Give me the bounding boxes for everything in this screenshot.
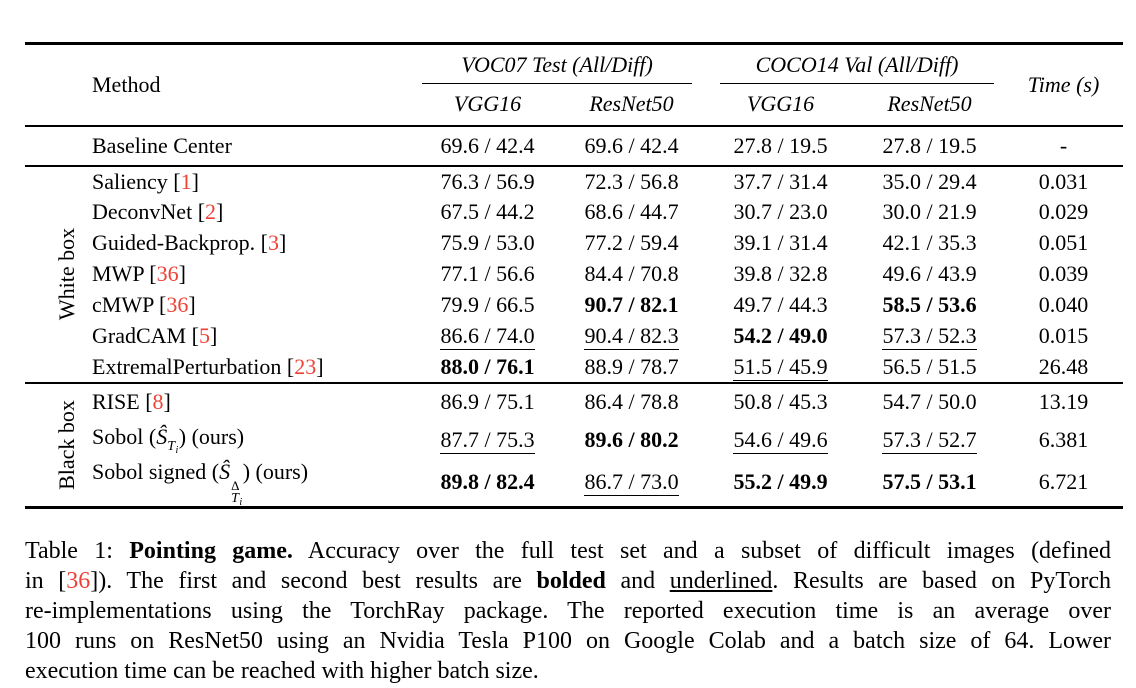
value-text: 27.8 / 19.5 <box>882 132 977 158</box>
value-text: 42.1 / 35.3 <box>882 230 977 255</box>
table-row <box>25 421 1123 459</box>
value-cell <box>557 197 706 228</box>
method-cell <box>89 459 418 508</box>
method-cell <box>89 383 418 421</box>
value-cell <box>855 166 1004 197</box>
caption-text: Pointing game. <box>129 538 293 564</box>
method-label: Sobol $(Ŝ_{T_i})$ (ours) <box>92 424 245 456</box>
caption-text: execution time can be reached with higher batch size. <box>25 658 539 684</box>
time-cell: 6.381 <box>1038 426 1089 452</box>
value-cell <box>418 421 557 459</box>
citation-link[interactable]: 2 <box>205 199 217 224</box>
value-text: 69.6 / 42.4 <box>584 132 679 158</box>
value-text: 87.7 / 75.3 <box>440 426 535 452</box>
time-cell: 6.721 <box>1038 469 1089 494</box>
caption-text: Table 1: <box>25 538 130 564</box>
value-text: 72.3 / 56.8 <box>584 168 679 194</box>
value-text: 57.3 / 52.7 <box>882 426 977 452</box>
value-cell <box>855 321 1004 352</box>
caption-citation-link[interactable]: 36 <box>66 568 91 594</box>
value-text: 57.5 / 53.1 <box>882 469 977 494</box>
method-label: ExtremalPerturbation [23] <box>92 353 324 379</box>
math-S-hat: Ŝ <box>219 458 231 484</box>
value-cell <box>855 459 1004 508</box>
value-text: 55.2 / 49.9 <box>733 469 828 494</box>
value-cell <box>706 352 855 383</box>
value-cell <box>418 352 557 383</box>
value-cell <box>557 166 706 197</box>
value-cell <box>855 259 1004 290</box>
value-cell <box>557 383 706 421</box>
group-label-black-box: Black box <box>54 399 79 490</box>
value-cell <box>557 259 706 290</box>
voc07-group-header <box>418 44 706 84</box>
time-cell: 0.051 <box>1038 230 1089 255</box>
caption-text: . Results are based on PyTorch <box>772 568 1111 594</box>
value-text: 58.5 / 53.6 <box>882 292 977 317</box>
value-cell <box>706 259 855 290</box>
caption-line <box>25 626 1111 656</box>
time-cell: 0.031 <box>1038 168 1089 194</box>
pointing-game-table <box>25 42 1123 509</box>
math-sup-sub <box>231 479 243 506</box>
method-label: Sobol signed (Ŝ Δ $T_i$ ) (ours) <box>92 458 309 508</box>
time-cell: 0.039 <box>1038 261 1089 286</box>
table-header <box>25 44 1123 126</box>
coco14-resnet50-header: ResNet50 <box>887 91 972 116</box>
value-cell <box>557 126 706 166</box>
header-group-row <box>25 44 1123 84</box>
group-cell <box>25 166 89 383</box>
time-cell: 26.48 <box>1038 353 1089 379</box>
citation-link[interactable]: 36 <box>156 261 179 286</box>
math-sub-T: T <box>231 490 240 506</box>
group-spacer <box>25 126 89 166</box>
method-cell <box>89 228 418 259</box>
method-column-header: Method <box>92 71 161 97</box>
value-cell <box>706 459 855 508</box>
table-row <box>25 383 1123 421</box>
black-box-section <box>25 383 1123 508</box>
method-label: RISE [8] <box>92 389 171 414</box>
value-text: 37.7 / 31.4 <box>733 168 828 194</box>
coco14-vgg16-header: VGG16 <box>746 91 815 116</box>
value-cell <box>855 290 1004 321</box>
value-cell <box>418 459 557 508</box>
caption-line <box>25 656 1111 686</box>
value-text: 30.7 / 23.0 <box>733 199 828 224</box>
group-label-white-box: White box <box>54 227 79 321</box>
citation-link[interactable]: 23 <box>294 353 317 379</box>
time-cell: 0.040 <box>1038 292 1089 317</box>
time-cell: 13.19 <box>1038 389 1089 414</box>
results-table <box>25 42 1123 509</box>
table-caption <box>25 536 1111 686</box>
caption-text: and <box>605 568 670 594</box>
value-cell <box>557 421 706 459</box>
method-cell <box>89 126 418 166</box>
caption-text: bolded <box>536 568 606 594</box>
method-label: GradCAM [5] <box>92 323 218 348</box>
value-text: 35.0 / 29.4 <box>882 168 977 194</box>
time-cell: 0.015 <box>1038 323 1089 348</box>
value-text: 54.2 / 49.0 <box>733 323 828 348</box>
value-cell <box>706 383 855 421</box>
value-cell <box>706 166 855 197</box>
value-text: 54.7 / 50.0 <box>882 389 977 414</box>
math-subscript <box>231 492 243 506</box>
table-row <box>25 259 1123 290</box>
value-text: 76.3 / 56.9 <box>440 168 535 194</box>
time-cell: - <box>1059 132 1068 158</box>
value-cell <box>557 352 706 383</box>
method-label: Saliency [1] <box>92 168 199 194</box>
value-text: 77.2 / 59.4 <box>584 230 679 255</box>
table-row <box>25 290 1123 321</box>
method-cell <box>89 259 418 290</box>
value-text: 49.7 / 44.3 <box>733 292 828 317</box>
table-row <box>25 321 1123 352</box>
value-cell <box>855 126 1004 166</box>
value-text: 49.6 / 43.9 <box>882 261 977 286</box>
method-cell <box>89 321 418 352</box>
value-text: 88.0 / 76.1 <box>440 353 535 379</box>
value-text: 89.8 / 82.4 <box>440 469 535 494</box>
caption-text: ]). The first and second best results are <box>90 568 537 594</box>
value-text: 39.1 / 31.4 <box>733 230 828 255</box>
caption-line <box>25 596 1111 626</box>
value-text: 86.4 / 78.8 <box>584 389 679 414</box>
citation-link[interactable]: 8 <box>152 389 164 414</box>
value-cell <box>706 290 855 321</box>
math-S-hat: Ŝ <box>156 424 168 449</box>
math-delta-sup: Δ <box>231 477 240 493</box>
value-cell <box>418 321 557 352</box>
math-sub-i: i <box>239 496 243 508</box>
white-box-section <box>25 166 1123 383</box>
value-text: 54.6 / 49.6 <box>733 426 828 452</box>
time-column-header: Time (s) <box>1027 71 1100 97</box>
value-text: 27.8 / 19.5 <box>733 132 828 158</box>
table-row <box>25 166 1123 197</box>
method-cell <box>89 421 418 459</box>
method-cell <box>89 166 418 197</box>
caption-text: in [ <box>25 568 67 594</box>
value-text: 69.6 / 42.4 <box>440 132 535 158</box>
value-text: 67.5 / 44.2 <box>440 199 535 224</box>
value-cell <box>706 421 855 459</box>
value-text: 90.7 / 82.1 <box>584 292 679 317</box>
method-cell <box>89 290 418 321</box>
caption-text: re-implementations using the TorchRay package. The reported execution time is an average over <box>25 598 1111 624</box>
table-row <box>25 459 1123 508</box>
citation-link[interactable]: 5 <box>198 323 210 348</box>
value-cell <box>557 290 706 321</box>
value-text: 39.8 / 32.8 <box>733 261 828 286</box>
value-cell <box>557 228 706 259</box>
group-cell <box>25 383 89 508</box>
method-cell <box>89 197 418 228</box>
table-row <box>25 228 1123 259</box>
value-text: 79.9 / 66.5 <box>440 292 535 317</box>
value-text: 56.5 / 51.5 <box>882 353 977 379</box>
value-cell <box>557 321 706 352</box>
method-label: Baseline Center <box>92 132 232 158</box>
caption-line <box>25 566 1111 596</box>
method-label: Guided-Backprop. [3] <box>92 230 287 255</box>
voc07-group-label: VOC07 Test (All/Diff) <box>422 50 692 84</box>
value-cell <box>557 459 706 508</box>
value-text: 30.0 / 21.9 <box>882 199 977 224</box>
value-text: 90.4 / 82.3 <box>584 323 679 348</box>
value-text: 75.9 / 53.0 <box>440 230 535 255</box>
citation-link[interactable]: 1 <box>180 168 192 194</box>
value-text: 77.1 / 56.6 <box>440 261 535 286</box>
method-label: cMWP [36] <box>92 292 196 317</box>
caption-text: underlined <box>669 568 773 594</box>
table-row <box>25 197 1123 228</box>
method-label: DeconvNet [2] <box>92 199 224 224</box>
math-subscript <box>167 439 179 454</box>
caption-text: Accuracy over the full test set and a subset of difficult images (defined <box>292 538 1112 564</box>
value-cell <box>855 352 1004 383</box>
voc07-resnet50-header: ResNet50 <box>589 91 674 116</box>
value-cell <box>855 383 1004 421</box>
caption-text: 100 runs on ResNet50 using an Nvidia Tesla P100 on Google Colab and a batch size of 64. Lower <box>25 628 1111 654</box>
math-sub-T: T <box>167 439 176 454</box>
value-cell <box>418 290 557 321</box>
value-text: 86.9 / 75.1 <box>440 389 535 414</box>
citation-link[interactable]: 36 <box>166 292 189 317</box>
coco14-group-header <box>706 44 1004 84</box>
citation-link[interactable]: 3 <box>267 230 279 255</box>
table-row <box>25 352 1123 383</box>
value-cell <box>706 126 855 166</box>
math-sub-i: i <box>175 445 179 456</box>
value-cell <box>418 126 557 166</box>
value-cell <box>418 383 557 421</box>
value-text: 51.5 / 45.9 <box>733 353 828 379</box>
value-cell <box>706 228 855 259</box>
coco14-group-label: COCO14 Val (All/Diff) <box>720 50 994 84</box>
value-cell <box>418 259 557 290</box>
value-text: 50.8 / 45.3 <box>733 389 828 414</box>
time-cell: 0.029 <box>1038 199 1089 224</box>
value-cell <box>706 197 855 228</box>
value-cell <box>855 197 1004 228</box>
value-cell <box>418 197 557 228</box>
value-text: 86.7 / 73.0 <box>584 469 679 494</box>
value-cell <box>418 228 557 259</box>
value-text: 86.6 / 74.0 <box>440 323 535 348</box>
method-cell <box>89 352 418 383</box>
voc07-vgg16-header: VGG16 <box>453 91 522 116</box>
value-text: 57.3 / 52.3 <box>882 323 977 348</box>
value-cell <box>855 421 1004 459</box>
baseline-section <box>25 126 1123 166</box>
value-cell <box>418 166 557 197</box>
value-cell <box>855 228 1004 259</box>
value-cell <box>706 321 855 352</box>
value-text: 89.6 / 80.2 <box>584 426 679 452</box>
value-text: 84.4 / 70.8 <box>584 261 679 286</box>
method-label: MWP [36] <box>92 261 186 286</box>
value-text: 68.6 / 44.7 <box>584 199 679 224</box>
caption-line <box>25 536 1111 566</box>
value-text: 88.9 / 78.7 <box>584 353 679 379</box>
table-row <box>25 126 1123 166</box>
